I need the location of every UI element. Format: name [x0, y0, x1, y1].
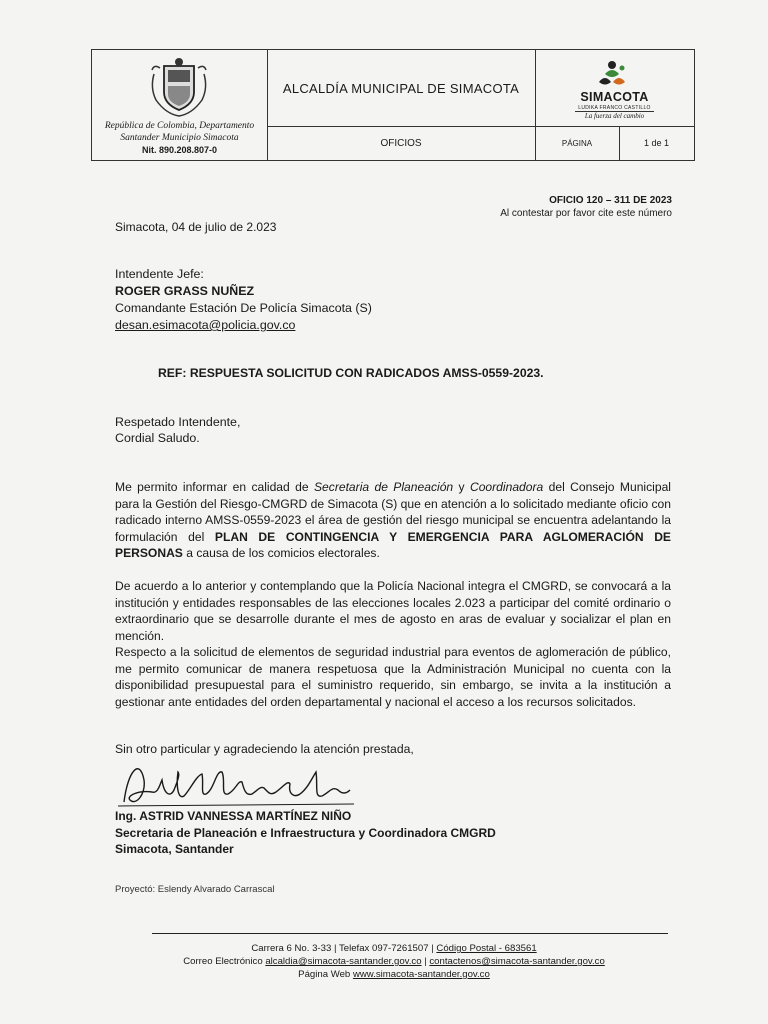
- reference-line: REF: RESPUESTA SOLICITUD CON RADICADOS AMSS-0559-2023.: [158, 366, 544, 380]
- municipal-logo-cell: [92, 50, 268, 160]
- recipient-block: [115, 266, 372, 334]
- oficio-note: Al contestar por favor cite este número: [500, 208, 672, 219]
- city-date: Simacota, 04 de julio de 2.023: [115, 220, 277, 234]
- p1-role-secretaria: Secretaria de Planeación: [313, 480, 454, 494]
- footer-address: Carrera 6 No. 3-33 | Telefax 097-7261507 |: [251, 943, 437, 954]
- oficio-number: OFICIO 120 – 311 DE 2023: [549, 195, 672, 206]
- p1-text-a: Me permito informar en calidad de: [115, 480, 314, 494]
- p1-text-c: del Consejo Municipal para la Gestión del Riesgo-CMGRD de Simacota (S) que en atención a lo solicitado mediante oficio con radicado interno AMSS-0559-2023 el área de gestión del riesgo municipal se encuentra adelantando la formulación del: [115, 480, 671, 544]
- letterhead-title: ALCALDÍA MUNICIPAL DE SIMACOTA: [267, 50, 536, 127]
- brand-slogan: La fuerza del cambio: [584, 112, 645, 120]
- footer-email-alcaldia-link[interactable]: alcaldia@simacota-santander.gov.co: [265, 956, 422, 967]
- footer-line-1: [100, 942, 688, 955]
- p1-text-d: a causa de los comicios electorales.: [182, 546, 380, 560]
- footer: [100, 942, 688, 981]
- letterhead-table: [91, 49, 695, 161]
- signer-place: Simacota, Santander: [115, 842, 234, 856]
- brand-subtitle: LUDIKA FRANCO CASTILLO: [578, 105, 651, 111]
- greeting-line-1: Respetado Intendente,: [115, 415, 241, 429]
- footer-email-label: Correo Electrónico: [183, 956, 266, 967]
- recipient-email-link[interactable]: desan.esimacota@policia.gov.co: [115, 318, 296, 332]
- drafted-by: Proyectó: Eslendy Alvarado Carrascal: [115, 884, 275, 895]
- signer-name: Ing. ASTRID VANNESSA MARTÍNEZ NIÑO: [115, 809, 352, 823]
- body-paragraph-3: Respecto a la solicitud de elementos de seguridad industrial para eventos de aglomeración de público, me permito comunicar de manera respetuosa que la Administración Municipal no cuenta con la disponibilidad presupuestal para el suministro requerido, sin embargo, se invita a la institución a gestionar ante entidades del orden departamental y nacional el acceso a los recursos solicitados.: [115, 645, 671, 709]
- footer-email-contactenos-link[interactable]: contactenos@simacota-santander.gov.co: [429, 956, 605, 967]
- recipient-title: Intendente Jefe:: [115, 267, 204, 281]
- simacota-brand-icon: [591, 60, 633, 90]
- signer-block: [115, 808, 496, 858]
- logo-caption: República de Colombia, Departamento Santander Municipio Simacota: [104, 121, 255, 143]
- footer-postal-code: Código Postal - 683561: [436, 943, 537, 954]
- page-number: 1 de 1: [643, 138, 670, 148]
- footer-separator: |: [421, 956, 430, 967]
- greeting: [115, 414, 240, 446]
- footer-web-label: Página Web: [298, 969, 353, 980]
- footer-line-3: [100, 968, 688, 981]
- brand-name: SIMACOTA: [580, 90, 649, 104]
- coat-of-arms-icon: [146, 56, 212, 118]
- brand-logo-cell: [535, 50, 694, 127]
- p1-text-b: y: [453, 480, 470, 494]
- page-label: PÁGINA: [535, 126, 620, 160]
- p1-plan-title: PLAN DE CONTINGENCIA Y EMERGENCIA PARA AGLOMERACIÓN DE PERSONAS: [115, 529, 671, 560]
- handwritten-signature: [118, 750, 358, 814]
- closing-line: Sin otro particular y agradeciendo la atención prestada,: [115, 742, 414, 756]
- recipient-name: ROGER GRASS NUÑEZ: [115, 284, 255, 298]
- section-label: OFICIOS: [267, 126, 536, 160]
- body-paragraph-1: [115, 479, 671, 562]
- signer-role: Secretaria de Planeación e Infraestructura y Coordinadora CMGRD: [115, 825, 496, 840]
- footer-line-2: [100, 955, 688, 968]
- nit-number: Nit. 890.208.807-0: [141, 145, 218, 155]
- footer-website-link[interactable]: www.simacota-santander.gov.co: [352, 969, 490, 980]
- body-paragraph-2: De acuerdo a lo anterior y contemplando que la Policía Nacional integra el CMGRD, se convocará a la institución y entidades responsables de las elecciones locales 2.023 a participar del comité ordinario o extraordinario que se desarrolle durante el mes de agosto en aras de evaluar y socializar el plan en mención.: [115, 579, 671, 643]
- footer-divider: [152, 933, 668, 934]
- p1-role-coordinadora: Coordinadora: [469, 480, 544, 494]
- recipient-position: Comandante Estación De Policía Simacota (S): [115, 301, 372, 315]
- greeting-line-2: Cordial Saludo.: [115, 431, 200, 445]
